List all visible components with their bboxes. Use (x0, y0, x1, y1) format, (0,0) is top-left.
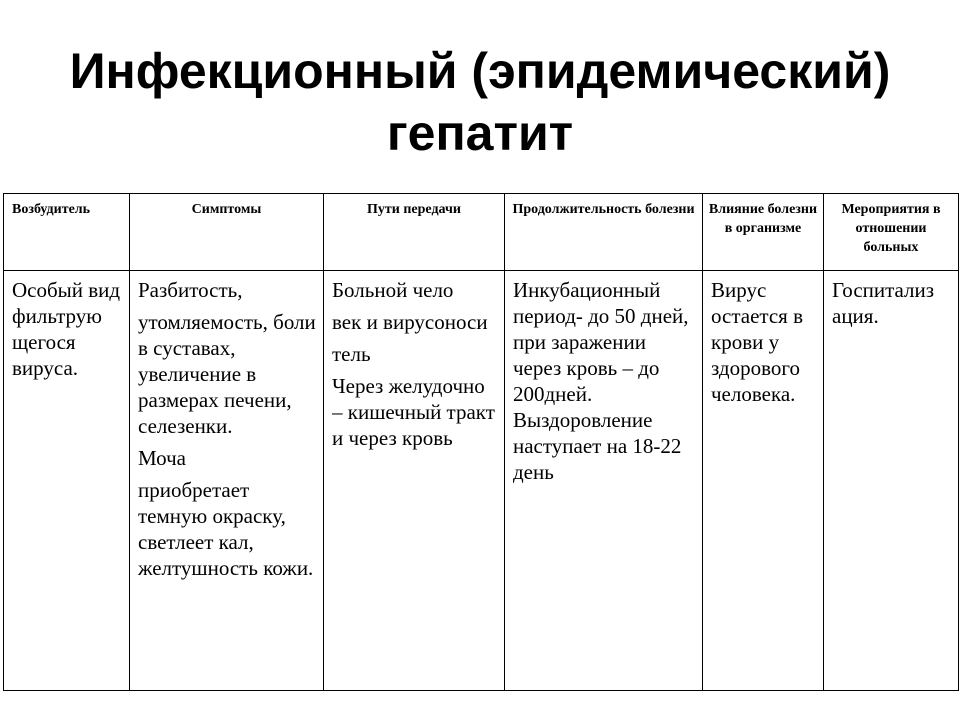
cell-symptoms (130, 271, 324, 691)
agent-text: Особый вид фильтрую щегося вируса. (12, 278, 121, 380)
title-line-2: гепатит (386, 105, 574, 161)
cell-transmission (324, 271, 505, 691)
transmission-text-3: тель (332, 342, 371, 366)
transmission-text-4: Через желудочно – кишечный тракт и через кровь (332, 374, 495, 450)
symptoms-text-1: Разбитость, (138, 278, 243, 302)
duration-text: Инкубационный период- до 50 дней, при заражении через кровь – до 200дней. Выздоровление наступает на 18-22 день (513, 278, 689, 484)
header-effect: Влияние болезни в организме (703, 194, 824, 271)
symptoms-text-3: Моча (138, 446, 186, 470)
table-row (4, 271, 959, 691)
transmission-text-1: Больной чело (332, 278, 454, 302)
hepatitis-table (3, 193, 959, 691)
cell-agent (4, 271, 130, 691)
measures-text: Госпитализ ация. (832, 278, 935, 328)
header-agent: Возбудитель (4, 194, 130, 271)
header-measures: Мероприятия в отношении больных (824, 194, 959, 271)
title-line-1: Инфекционный (эпидемический) (69, 43, 891, 99)
cell-measures (824, 271, 959, 691)
symptoms-text-2: утомляемость, боли в суставах, увеличение в размерах печени, селезенки. (138, 310, 316, 438)
header-symptoms: Симптомы (130, 194, 324, 271)
cell-duration (505, 271, 703, 691)
table-header-row (4, 194, 959, 271)
symptoms-text-4: приобретает темную окраску, светлеет кал, желтушность кожи. (138, 478, 314, 580)
effect-text: Вирус остается в крови у здорового человека. (711, 278, 803, 406)
header-transmission: Пути передачи (324, 194, 505, 271)
cell-effect (703, 271, 824, 691)
transmission-text-2: век и вирусоноси (332, 310, 488, 334)
slide-title (0, 40, 960, 164)
header-duration: Продолжительность болезни (505, 194, 703, 271)
